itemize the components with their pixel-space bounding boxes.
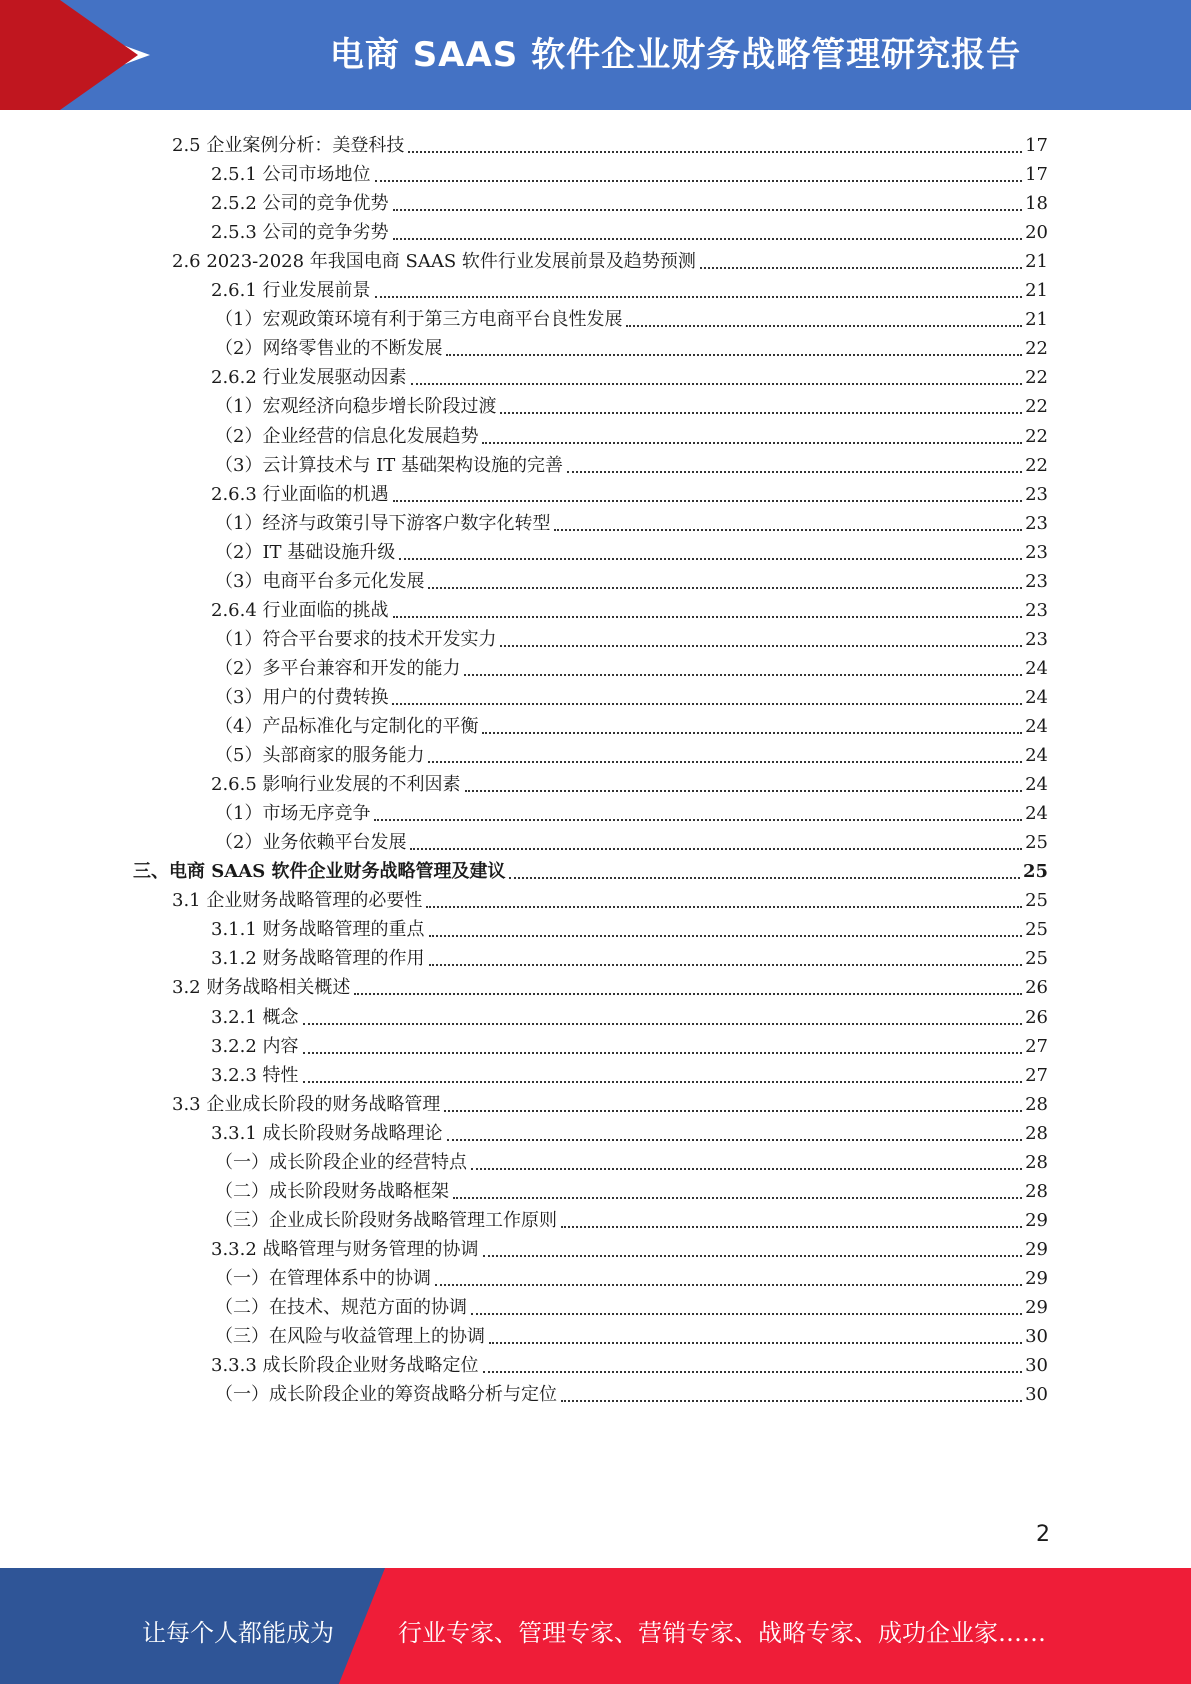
toc-entry-page: 17 xyxy=(1025,135,1048,156)
toc-entry[interactable] xyxy=(211,1000,1048,1031)
toc-entry-title: 2.6.3 行业面临的机遇 xyxy=(211,484,389,505)
toc-entry[interactable] xyxy=(215,506,1048,537)
toc-entry[interactable] xyxy=(172,244,1048,275)
toc-entry-page: 28 xyxy=(1025,1094,1048,1115)
footer-slogan-right: 行业专家、管理专家、营销专家、战略专家、成功企业家…… xyxy=(398,1619,1046,1647)
toc-entry[interactable] xyxy=(215,651,1048,682)
toc-dot-leader xyxy=(561,1225,1022,1228)
toc-dot-leader xyxy=(500,644,1022,647)
toc-dot-leader xyxy=(399,557,1022,560)
toc-dot-leader xyxy=(453,1196,1022,1199)
toc-entry-title: （二）在技术、规范方面的协调 xyxy=(215,1297,467,1318)
toc-entry[interactable] xyxy=(215,535,1048,566)
toc-entry[interactable] xyxy=(215,389,1048,420)
toc-entry-page: 29 xyxy=(1025,1268,1048,1289)
toc-dot-leader xyxy=(483,1254,1023,1257)
toc-entry-page: 24 xyxy=(1025,774,1048,795)
toc-entry-page: 21 xyxy=(1025,280,1048,301)
toc-entry-page: 27 xyxy=(1025,1065,1048,1086)
toc-dot-leader xyxy=(375,295,1023,298)
toc-entry-page: 24 xyxy=(1025,687,1048,708)
toc-entry[interactable] xyxy=(215,1290,1048,1321)
toc-dot-leader xyxy=(471,1167,1022,1170)
toc-entry[interactable] xyxy=(215,302,1048,333)
toc-entry-title: 3.2.3 特性 xyxy=(211,1065,299,1086)
toc-entry-page: 28 xyxy=(1025,1152,1048,1173)
toc-entry-title: （2）IT 基础设施升级 xyxy=(215,542,396,563)
toc-entry-title: （三）在风险与收益管理上的协调 xyxy=(215,1326,485,1347)
toc-entry-title: （2）网络零售业的不断发展 xyxy=(215,338,443,359)
page-number: 2 xyxy=(1036,1522,1050,1547)
toc-entry[interactable] xyxy=(211,186,1048,217)
toc-entry[interactable] xyxy=(215,1174,1048,1205)
toc-entry-page: 28 xyxy=(1025,1181,1048,1202)
toc-entry-page: 30 xyxy=(1025,1326,1048,1347)
toc-entry-title: （1）宏观经济向稳步增长阶段过渡 xyxy=(215,396,497,417)
toc-dot-leader xyxy=(700,266,1022,269)
toc-dot-leader xyxy=(303,1022,1023,1025)
toc-dot-leader xyxy=(626,324,1022,327)
toc-dot-leader xyxy=(411,382,1023,385)
toc-entry-page: 22 xyxy=(1025,426,1048,447)
toc-entry-title: （二）成长阶段财务战略框架 xyxy=(215,1181,449,1202)
toc-dot-leader xyxy=(428,760,1022,763)
toc-entry-page: 29 xyxy=(1025,1239,1048,1260)
toc-entry-page: 23 xyxy=(1025,542,1048,563)
toc-entry-page: 22 xyxy=(1025,367,1048,388)
toc-entry[interactable] xyxy=(215,1145,1048,1176)
header-red-block xyxy=(0,0,60,110)
toc-entry-title: 2.5.2 公司的竞争优势 xyxy=(211,193,389,214)
toc-dot-leader xyxy=(303,1080,1023,1083)
toc-dot-leader xyxy=(393,237,1023,240)
toc-entry-title: （1）宏观政策环境有利于第三方电商平台良性发展 xyxy=(215,309,623,330)
toc-entry-page: 25 xyxy=(1025,832,1048,853)
toc-entry[interactable] xyxy=(211,360,1048,391)
toc-dot-leader xyxy=(471,1312,1022,1315)
toc-entry-title: 3.1.2 财务战略管理的作用 xyxy=(211,948,425,969)
toc-entry-title: 3.3 企业成长阶段的财务战略管理 xyxy=(172,1094,441,1115)
toc-entry[interactable] xyxy=(211,273,1048,304)
toc-entry-title: 3.2.2 内容 xyxy=(211,1036,299,1057)
toc-entry[interactable] xyxy=(211,912,1048,943)
toc-entry-page: 21 xyxy=(1025,251,1048,272)
toc-dot-leader xyxy=(410,847,1022,850)
toc-entry-title: 3.3.2 战略管理与财务管理的协调 xyxy=(211,1239,479,1260)
toc-entry[interactable] xyxy=(172,1087,1048,1118)
toc-entry-title: 2.6.4 行业面临的挑战 xyxy=(211,600,389,621)
toc-entry-title: 3.2 财务战略相关概述 xyxy=(172,977,351,998)
toc-entry[interactable] xyxy=(172,128,1048,159)
toc-entry[interactable] xyxy=(215,738,1048,769)
toc-entry-page: 25 xyxy=(1025,919,1048,940)
toc-entry-title: 3.1.1 财务战略管理的重点 xyxy=(211,919,425,940)
toc-entry[interactable] xyxy=(215,419,1048,450)
toc-entry-page: 24 xyxy=(1025,745,1048,766)
toc-entry-page: 30 xyxy=(1025,1355,1048,1376)
toc-entry-title: 3.1 企业财务战略管理的必要性 xyxy=(172,890,423,911)
toc-entry[interactable] xyxy=(215,1377,1048,1408)
toc-dot-leader xyxy=(428,586,1022,589)
toc-entry-title: （5）头部商家的服务能力 xyxy=(215,745,425,766)
toc-entry-page: 26 xyxy=(1025,1007,1048,1028)
toc-entry-title: （2）企业经营的信息化发展趋势 xyxy=(215,426,479,447)
toc-entry-title: （2）业务依赖平台发展 xyxy=(215,832,407,853)
toc-dot-leader xyxy=(375,179,1023,182)
toc-dot-leader xyxy=(426,905,1022,908)
toc-entry-title: （1）市场无序竞争 xyxy=(215,803,371,824)
toc-dot-leader xyxy=(429,963,1023,966)
toc-entry[interactable] xyxy=(211,1232,1048,1263)
toc-dot-leader xyxy=(408,150,1022,153)
header-red-arrow-icon xyxy=(60,0,138,110)
toc-entry[interactable] xyxy=(211,767,1048,798)
toc-entry-page: 23 xyxy=(1025,600,1048,621)
toc-entry-title: 3.2.1 概念 xyxy=(211,1007,299,1028)
toc-entry[interactable] xyxy=(211,1116,1048,1147)
toc-entry-page: 28 xyxy=(1025,1123,1048,1144)
toc-dot-leader xyxy=(464,673,1022,676)
document-title: 电商 SAAS 软件企业财务战略管理研究报告 xyxy=(329,35,1022,75)
toc-entry[interactable] xyxy=(215,825,1048,856)
toc-dot-leader xyxy=(447,1138,1023,1141)
toc-dot-leader xyxy=(393,208,1023,211)
toc-entry[interactable] xyxy=(211,1029,1048,1060)
toc-entry[interactable] xyxy=(215,1203,1048,1234)
toc-dot-leader xyxy=(393,499,1023,502)
toc-entry-page: 26 xyxy=(1025,977,1048,998)
toc-entry-page: 29 xyxy=(1025,1297,1048,1318)
toc-entry-page: 22 xyxy=(1025,396,1048,417)
toc-entry-title: 2.5 企业案例分析：美登科技 xyxy=(172,135,405,156)
toc-entry-page: 24 xyxy=(1025,803,1048,824)
toc-dot-leader xyxy=(444,1109,1022,1112)
toc-entry-title: （3）电商平台多元化发展 xyxy=(215,571,425,592)
toc-entry-page: 25 xyxy=(1022,861,1048,882)
toc-entry-title: 2.5.3 公司的竞争劣势 xyxy=(211,222,389,243)
toc-dot-leader xyxy=(429,934,1023,937)
toc-entry-page: 23 xyxy=(1025,629,1048,650)
toc-entry-page: 25 xyxy=(1025,890,1048,911)
toc-entry-title: （1）经济与政策引导下游客户数字化转型 xyxy=(215,513,551,534)
toc-entry[interactable] xyxy=(211,477,1048,508)
toc-dot-leader xyxy=(561,1399,1022,1402)
toc-dot-leader xyxy=(392,702,1022,705)
toc-entry-title: （一）在管理体系中的协调 xyxy=(215,1268,431,1289)
toc-entry-title: （3）云计算技术与 IT 基础架构设施的完善 xyxy=(215,455,564,476)
toc-entry[interactable] xyxy=(215,680,1048,711)
page-footer xyxy=(0,1568,1191,1684)
toc-entry-page: 24 xyxy=(1025,658,1048,679)
toc-entry-title: （一）成长阶段企业的经营特点 xyxy=(215,1152,467,1173)
footer-slogan-left: 让每个人都能成为 xyxy=(142,1619,334,1647)
toc-entry-page: 18 xyxy=(1025,193,1048,214)
toc-entry[interactable] xyxy=(211,215,1048,246)
toc-entry-page: 22 xyxy=(1025,338,1048,359)
toc-dot-leader xyxy=(465,789,1023,792)
toc-entry-page: 25 xyxy=(1025,948,1048,969)
toc-dot-leader xyxy=(554,528,1022,531)
toc-entry-title: （2）多平台兼容和开发的能力 xyxy=(215,658,461,679)
toc-dot-leader xyxy=(435,1283,1022,1286)
toc-entry[interactable] xyxy=(215,564,1048,595)
toc-entry-title: （三）企业成长阶段财务战略管理工作原则 xyxy=(215,1210,557,1231)
toc-dot-leader xyxy=(509,876,1019,879)
toc-entry[interactable] xyxy=(211,1348,1048,1379)
toc-dot-leader xyxy=(500,411,1022,414)
toc-entry[interactable] xyxy=(172,883,1048,914)
toc-dot-leader xyxy=(483,1370,1023,1373)
toc-dot-leader xyxy=(489,1341,1022,1344)
toc-entry-page: 27 xyxy=(1025,1036,1048,1057)
toc-entry-page: 23 xyxy=(1025,484,1048,505)
toc-entry-title: 3.3.1 成长阶段财务战略理论 xyxy=(211,1123,443,1144)
toc-entry[interactable] xyxy=(215,622,1048,653)
toc-entry-title: 3.3.3 成长阶段企业财务战略定位 xyxy=(211,1355,479,1376)
toc-entry-title: （一）成长阶段企业的筹资战略分析与定位 xyxy=(215,1384,557,1405)
toc-entry-title: （1）符合平台要求的技术开发实力 xyxy=(215,629,497,650)
toc-entry-page: 17 xyxy=(1025,164,1048,185)
toc-entry-page: 20 xyxy=(1025,222,1048,243)
toc-entry[interactable] xyxy=(211,941,1048,972)
toc-entry-title: 2.6.5 影响行业发展的不利因素 xyxy=(211,774,461,795)
toc-entry-page: 30 xyxy=(1025,1384,1048,1405)
toc-entry-title: 2.6 2023-2028 年我国电商 SAAS 软件行业发展前景及趋势预测 xyxy=(172,251,696,272)
toc-entry[interactable] xyxy=(215,331,1048,362)
toc-entry[interactable] xyxy=(133,854,1048,885)
toc-entry-title: 2.5.1 公司市场地位 xyxy=(211,164,371,185)
toc-dot-leader xyxy=(482,441,1022,444)
toc-entry[interactable] xyxy=(215,1319,1048,1350)
toc-entry-title: （3）用户的付费转换 xyxy=(215,687,389,708)
toc-entry-page: 29 xyxy=(1025,1210,1048,1231)
toc-entry[interactable] xyxy=(211,1058,1048,1089)
toc-entry-page: 24 xyxy=(1025,716,1048,737)
toc-dot-leader xyxy=(374,818,1022,821)
toc-entry-page: 23 xyxy=(1025,513,1048,534)
page-header xyxy=(0,0,1191,110)
toc-entry-page: 22 xyxy=(1025,455,1048,476)
toc-entry-title: （4）产品标准化与定制化的平衡 xyxy=(215,716,479,737)
toc-dot-leader xyxy=(303,1051,1023,1054)
toc-dot-leader xyxy=(482,731,1022,734)
toc-dot-leader xyxy=(567,470,1022,473)
toc-entry[interactable] xyxy=(211,157,1048,188)
toc-entry[interactable] xyxy=(211,593,1048,624)
toc-entry[interactable] xyxy=(215,796,1048,827)
toc-dot-leader xyxy=(446,353,1022,356)
toc-entry-title: 2.6.2 行业发展驱动因素 xyxy=(211,367,407,388)
toc-entry[interactable] xyxy=(172,970,1048,1001)
toc-entry[interactable] xyxy=(215,1261,1048,1292)
toc-entry-page: 23 xyxy=(1025,571,1048,592)
toc-entry[interactable] xyxy=(215,709,1048,740)
toc-dot-leader xyxy=(393,615,1023,618)
toc-entry[interactable] xyxy=(215,448,1048,479)
toc-entry-title: 三、电商 SAAS 软件企业财务战略管理及建议 xyxy=(133,861,506,882)
toc-entry-page: 21 xyxy=(1025,309,1048,330)
toc-dot-leader xyxy=(354,992,1022,995)
toc-entry-title: 2.6.1 行业发展前景 xyxy=(211,280,371,301)
